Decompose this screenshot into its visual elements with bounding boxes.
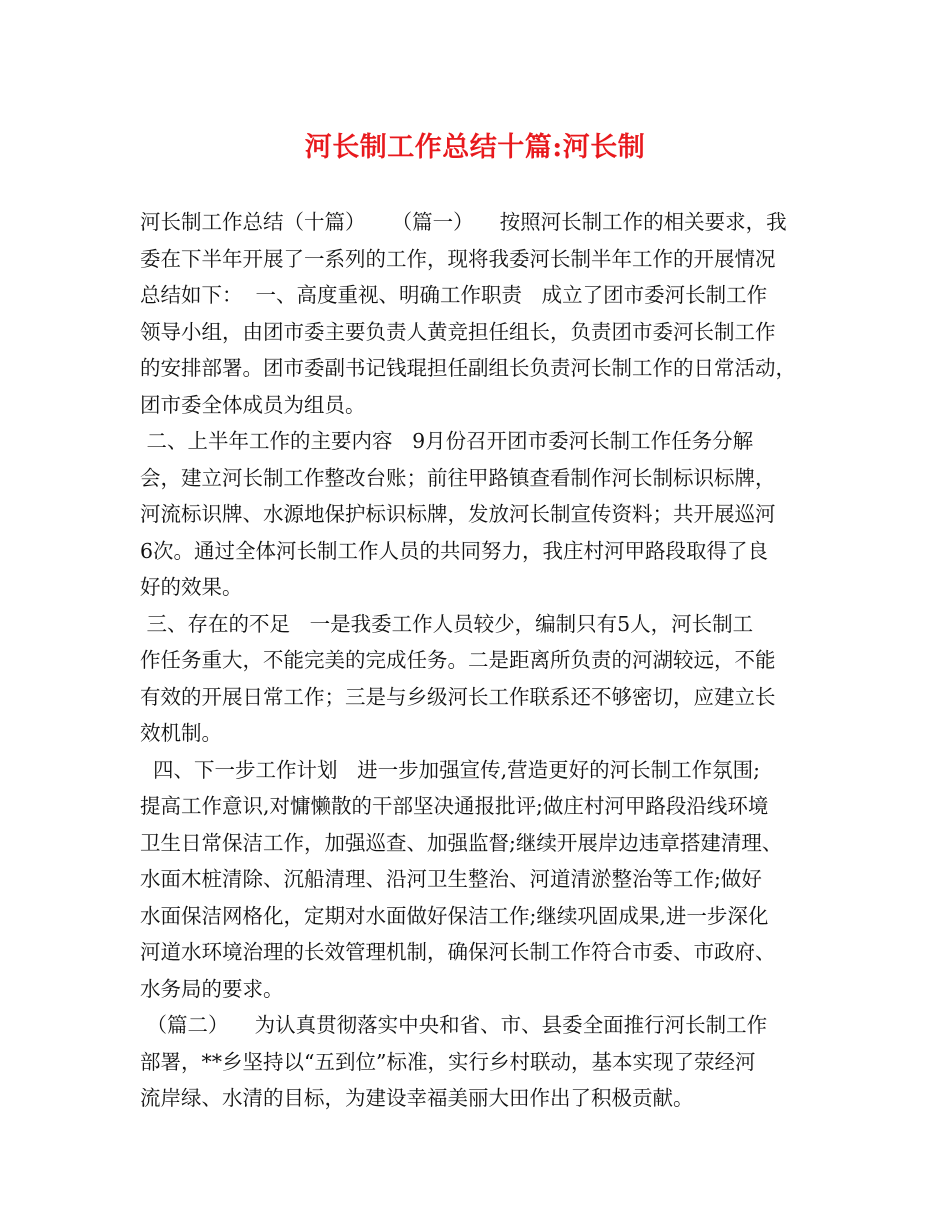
- body-line: 水面木桩清除、沉船清理、沿河卫生整治、河道清淤整治等工作;做好: [140, 867, 762, 891]
- body-line: 好的效果。: [140, 575, 243, 599]
- body-line: 作任务重大，不能完美的完成任务。二是距离所负责的河湖较远，不能: [140, 648, 776, 672]
- body-line: 委在下半年开展了一系列的工作，现将我委河长制半年工作的开展情况: [140, 246, 776, 271]
- document-title: 河长制工作总结十篇:河长制: [304, 132, 646, 163]
- body-line: 效机制。: [140, 721, 222, 745]
- body-line: 部署，**乡坚持以“五到位”标准，实行乡村联动，基本实现了荥经河: [140, 1049, 756, 1074]
- body-line: 水面保洁网格化，定期对水面做好保洁工作;继续巩固成果,进一步深化: [140, 903, 769, 928]
- body-line: （篇二） 为认真贯彻落实中央和省、市、县委全面推行河长制工作: [140, 1013, 768, 1037]
- body-line: 领导小组，由团市委主要负责人黄竞担任组长，负责团市委河长制工作: [140, 319, 776, 344]
- body-line: 河流标识牌、水源地保护标识标牌，发放河长制宣传资料；共开展巡河: [140, 502, 776, 526]
- body-line: 6次。通过全体河长制工作人员的共同努力，我庄村河甲路段取得了良: [140, 538, 769, 563]
- body-line: 三、存在的不足 一是我委工作人员较少，编制只有5人，河长制工: [140, 611, 754, 636]
- document-body: [140, 204, 812, 1117]
- body-line: 二、上半年工作的主要内容 9月份召开团市委河长制工作任务分解: [140, 429, 754, 453]
- body-line: 河长制工作总结（十篇） （篇一） 按照河长制工作的相关要求，我: [140, 210, 787, 234]
- body-line: 流岸绿、水清的目标，为建设幸福美丽大田作出了积极贡献。: [140, 1086, 694, 1110]
- body-line: 提高工作意识,对慵懒散的干部坚决通报批评;做庄村河甲路段沿线环境: [140, 794, 769, 818]
- body-line: 四、下一步工作计划 进一步加强宣传,营造更好的河长制工作氛围;: [140, 757, 761, 782]
- body-line: 总结如下： 一、高度重视、明确工作职责 成立了团市委河长制工作: [140, 283, 768, 307]
- body-line: 的安排部署。团市委副书记钱琨担任副组长负责河长制工作的日常活动，: [140, 356, 796, 380]
- body-line: 河道水环境治理的长效管理机制，确保河长制工作符合市委、市政府、: [140, 940, 776, 964]
- body-line: 有效的开展日常工作；三是与乡级河长工作联系还不够密切，应建立长: [140, 684, 776, 709]
- body-line: 卫生日常保洁工作，加强巡查、加强监督;继续开展岸边违章搭建清理、: [140, 830, 783, 855]
- body-line: 会，建立河长制工作整改台账；前往甲路镇查看制作河长制标识标牌，: [140, 465, 776, 490]
- body-line: 水务局的要求。: [140, 976, 284, 1001]
- body-line: 团市委全体成员为组员。: [140, 392, 366, 417]
